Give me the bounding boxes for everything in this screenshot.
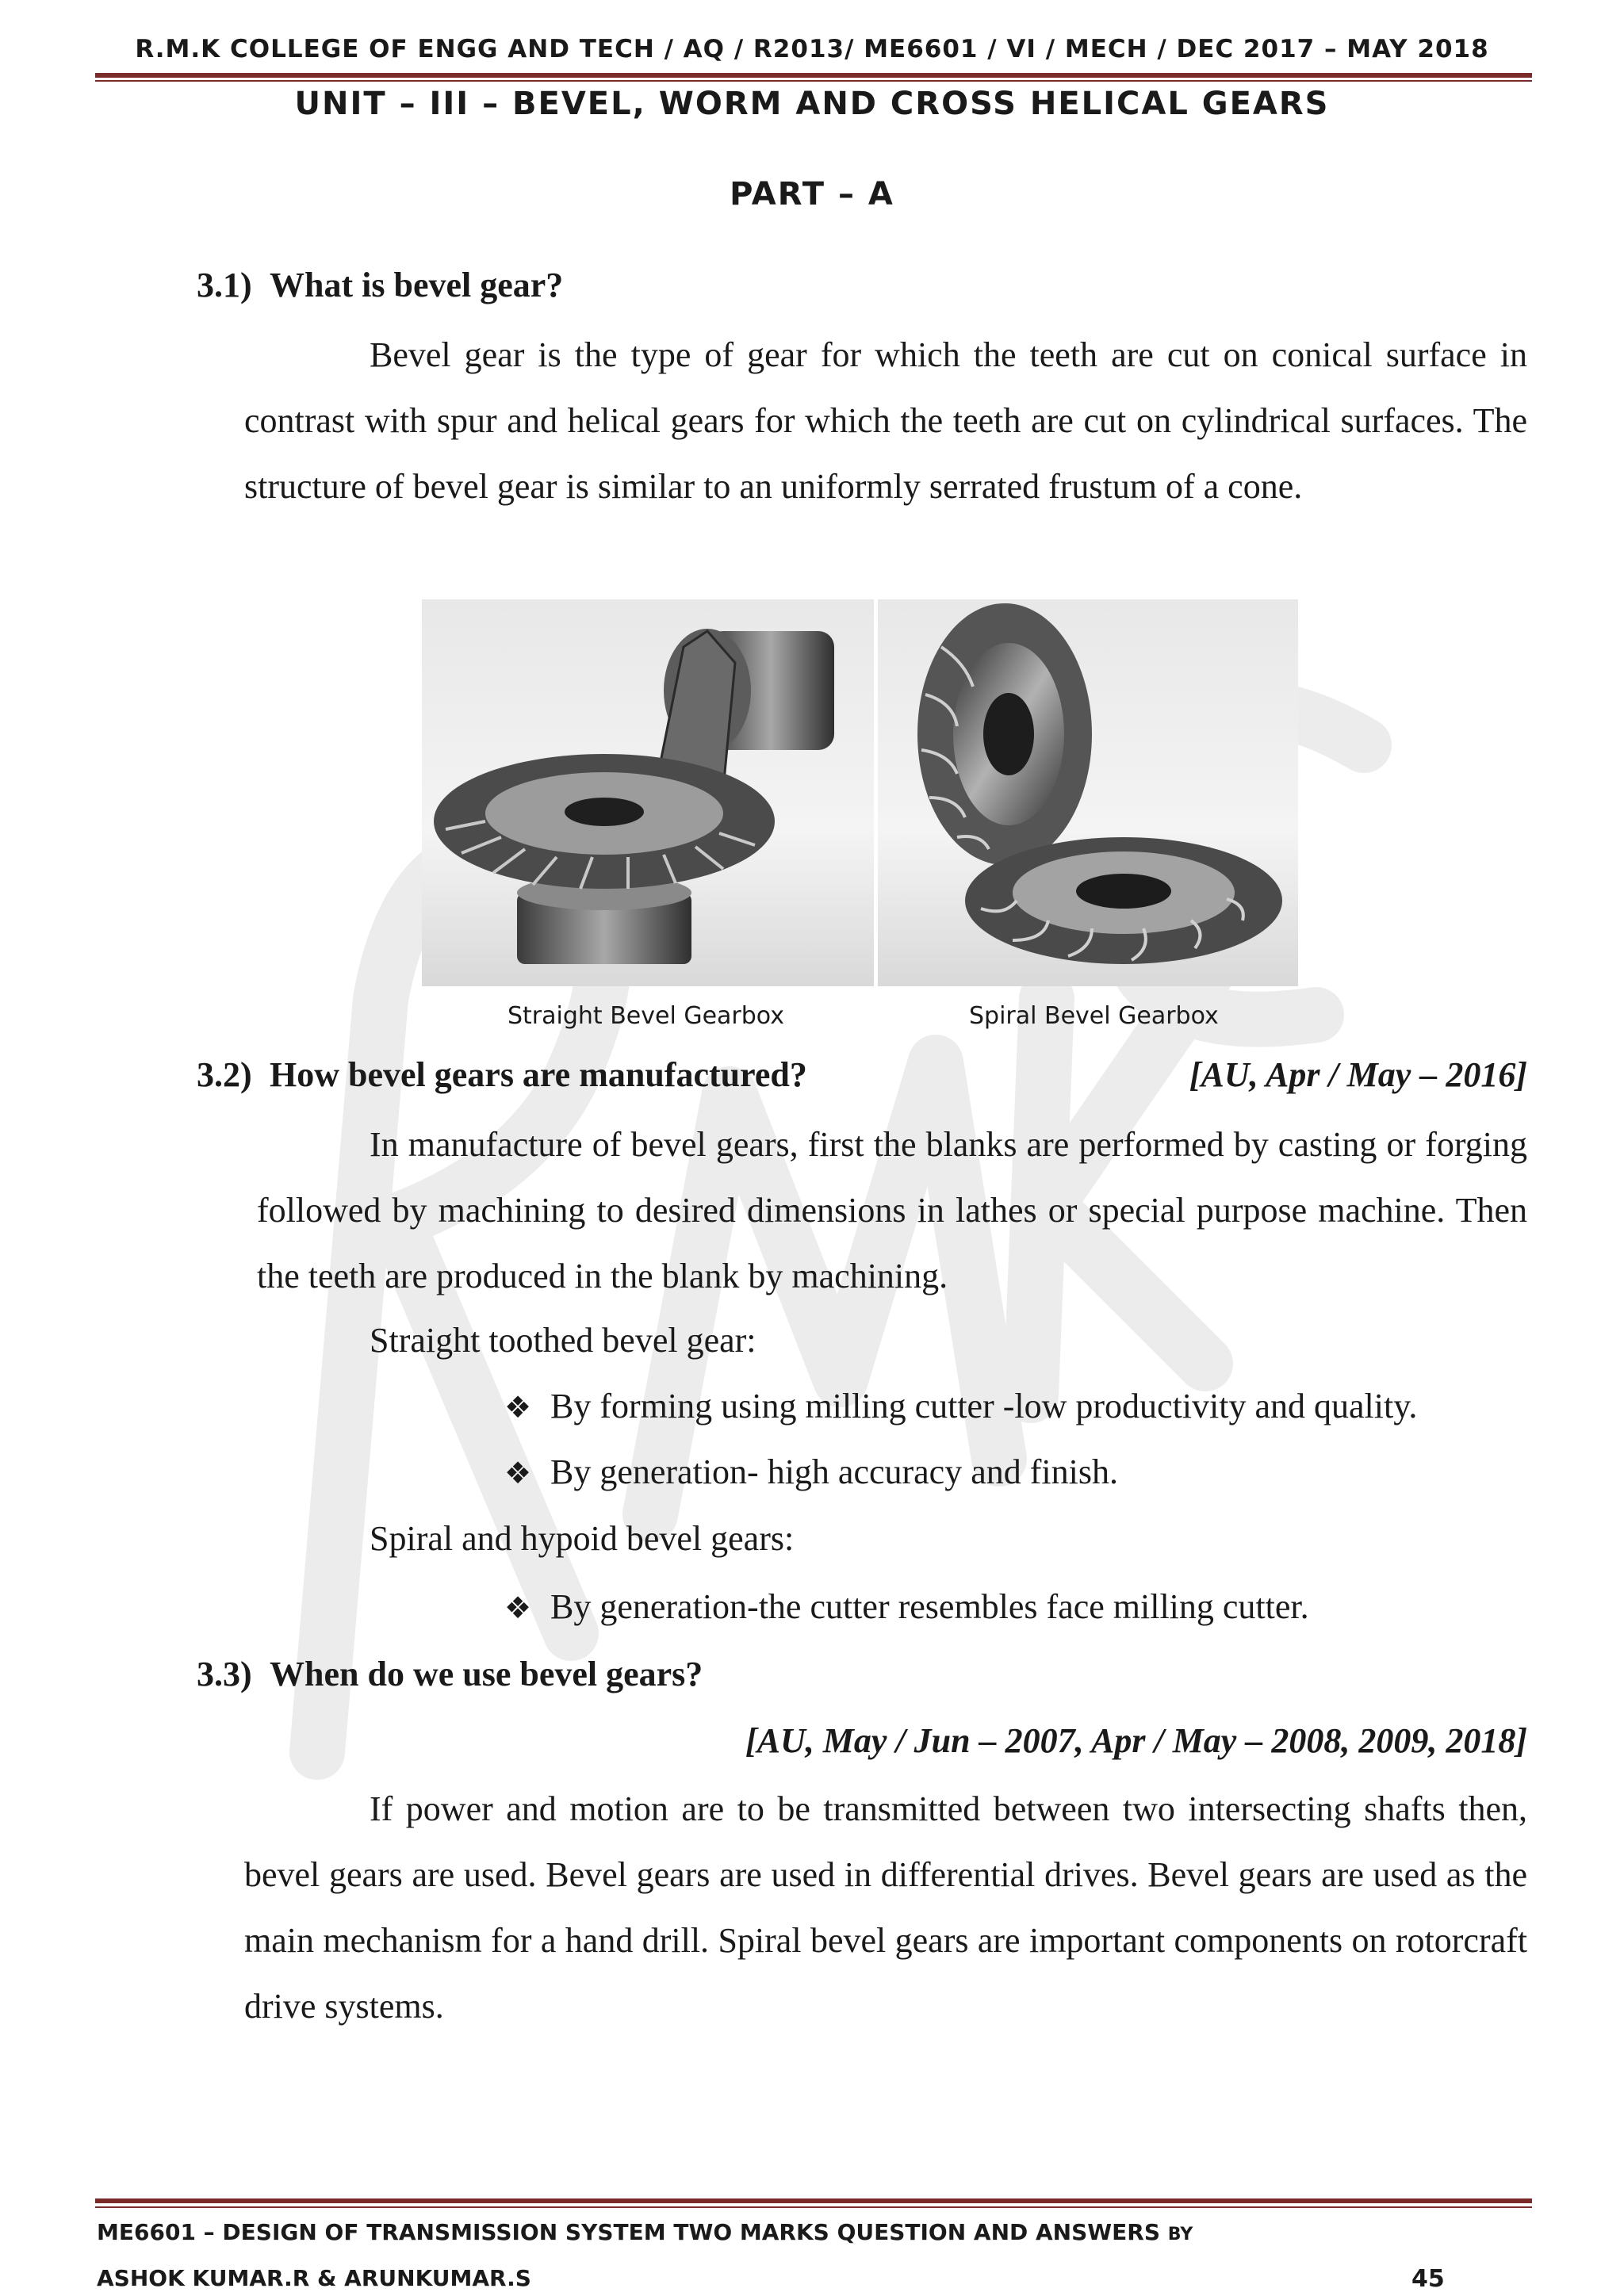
answer-3-1 [244,322,1527,519]
question-text: What is bevel gear? [270,266,564,304]
question-number: 3.3) [197,1655,252,1693]
subheading-straight: Straight toothed bevel gear: [370,1321,756,1360]
list-item [504,1452,1118,1492]
footer-by: BY [1167,2225,1193,2244]
part-title: PART – A [730,176,894,212]
bevel-gear-figure [422,599,1298,1043]
answer-text: If power and motion are to be transmitted between two intersecting shafts then, bevel gears are used. Bevel gears are used in differential drives. Bevel gears are used as the main mechanism for a hand drill. Spiral bevel gears are important components on rotorcraft drive systems. [244,1789,1527,2026]
question-text: How bevel gears are manufactured? [270,1055,807,1094]
question-3-1 [197,265,563,305]
footer-rule [95,2198,1532,2203]
exam-reference: [AU, Apr / May – 2016] [1189,1055,1527,1094]
question-number: 3.2) [197,1055,252,1094]
diamond-bullet-icon: ❖ [504,1456,532,1490]
footer-title [97,2219,1193,2245]
list-item [504,1386,1417,1426]
page-number: 45 [1411,2265,1445,2293]
list-item-text: By forming using milling cutter -low productivity and quality. [550,1387,1418,1425]
answer-3-2 [257,1112,1527,1309]
question-number: 3.1) [197,266,252,304]
unit-title: UNIT – III – BEVEL, WORM AND CROSS HELICAL GEARS [294,86,1330,122]
answer-text: Bevel gear is the type of gear for which the teeth are cut on conical surface in contrast with spur and helical gears for which the teeth are cut on cylindrical surfaces. The structure of bevel gear is similar to an uniformly serrated frustum of a cone. [244,335,1527,506]
footer-rule-thin [95,2206,1532,2208]
figure-caption-right: Spiral Bevel Gearbox [969,1002,1219,1030]
subheading-spiral: Spiral and hypoid bevel gears: [370,1519,795,1558]
list-item-text: By generation- high accuracy and finish. [550,1452,1118,1491]
diamond-bullet-icon: ❖ [504,1390,532,1425]
question-3-3 [197,1654,703,1694]
institute-header: R.M.K COLLEGE OF ENGG AND TECH / AQ / R2013/ ME6601 / VI / MECH / DEC 2017 – MAY 2018 [135,35,1489,63]
list-item-text: By generation-the cutter resembles face milling cutter. [550,1587,1309,1626]
footer-authors: ASHOK KUMAR.R & ARUNKUMAR.S [97,2265,531,2291]
list-item [504,1586,1309,1627]
spiral-bevel-gear-image [878,599,1298,986]
question-3-2 [197,1054,807,1095]
answer-3-3 [244,1776,1527,2039]
question-text: When do we use bevel gears? [270,1655,703,1693]
diamond-bullet-icon: ❖ [504,1590,532,1625]
exam-reference: [AU, May / Jun – 2007, Apr / May – 2008, 2009, 2018] [745,1721,1527,1760]
footer-course-title: ME6601 – DESIGN OF TRANSMISSION SYSTEM TWO MARKS QUESTION AND ANSWERS [97,2219,1161,2245]
header-rule [95,73,1532,78]
figure-caption-left: Straight Bevel Gearbox [508,1002,784,1030]
header-rule-thin [95,80,1532,82]
straight-bevel-gear-image [422,599,874,986]
answer-text: In manufacture of bevel gears, first the blanks are performed by casting or forging followed by machining to desired dimensions in lathes or special purpose machine. Then the teeth are produced in the blank by machining. [257,1125,1527,1295]
